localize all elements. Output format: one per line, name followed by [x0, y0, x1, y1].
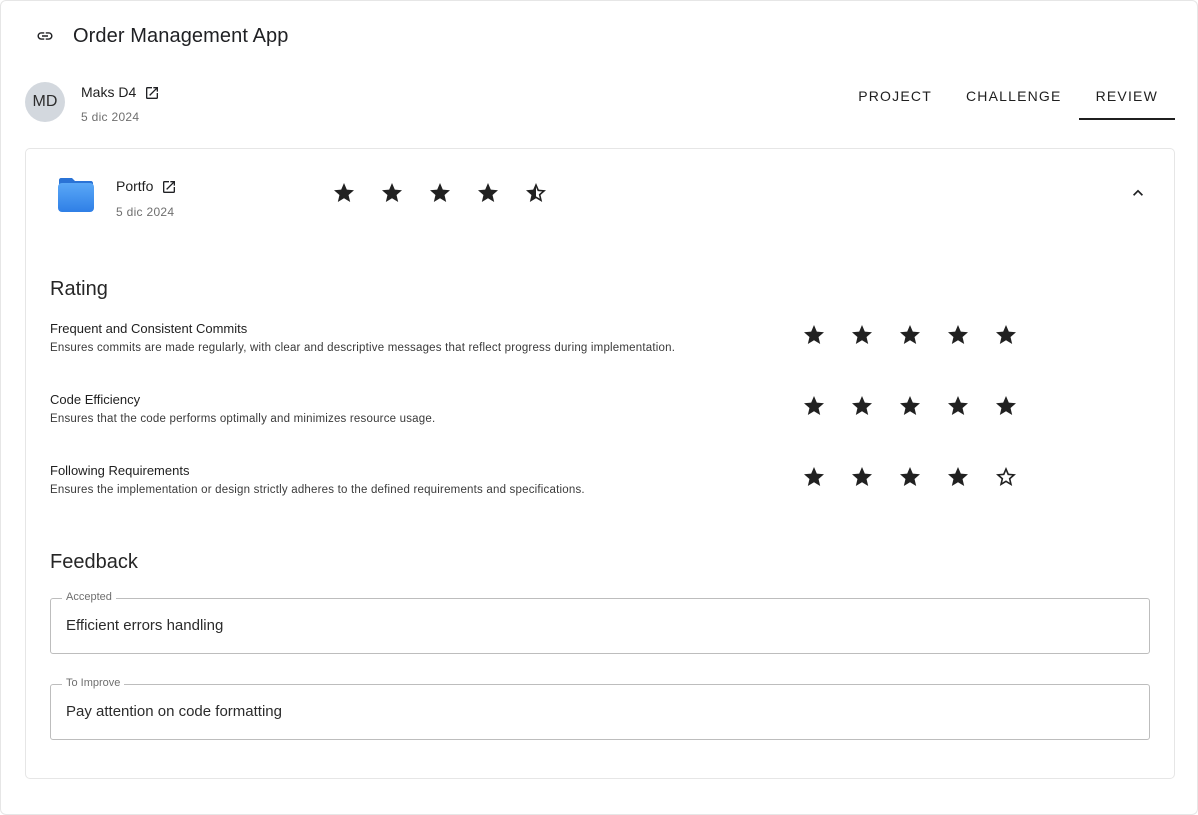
criterion-stars	[802, 394, 1042, 418]
star-full-icon[interactable]	[898, 465, 922, 489]
criterion-description: Ensures that the code performs optimally and minimizes resource usage.	[50, 413, 436, 425]
accepted-label: Accepted	[62, 591, 116, 603]
star-half-icon[interactable]	[524, 181, 548, 205]
star-outline-icon[interactable]	[994, 465, 1018, 489]
star-full-icon[interactable]	[898, 394, 922, 418]
to-improve-field[interactable]	[50, 677, 1150, 740]
tab-bar	[841, 74, 1175, 120]
star-full-icon[interactable]	[802, 323, 826, 347]
star-full-icon[interactable]	[850, 394, 874, 418]
to-improve-value: Pay attention on code formatting	[66, 703, 282, 720]
to-improve-label: To Improve	[62, 677, 124, 689]
star-full-icon[interactable]	[994, 323, 1018, 347]
project-info	[116, 178, 177, 219]
feedback-title: Feedback	[50, 551, 138, 573]
criterion-stars	[802, 323, 1042, 347]
criterion-description: Ensures the implementation or design strictly adheres to the defined requirements and specifications.	[50, 484, 585, 496]
star-full-icon[interactable]	[898, 323, 922, 347]
criterion-title: Following Requirements	[50, 463, 190, 478]
link-icon[interactable]	[36, 27, 54, 45]
star-full-icon[interactable]	[428, 181, 452, 205]
author-date: 5 dic 2024	[81, 110, 140, 124]
star-full-icon[interactable]	[946, 394, 970, 418]
overall-rating	[332, 181, 572, 205]
avatar: MD	[25, 82, 65, 122]
page-title: Order Management App	[73, 24, 289, 47]
author-name: Maks D4	[81, 84, 137, 100]
open-in-new-icon[interactable]	[161, 178, 177, 194]
author-info	[25, 82, 160, 124]
project-name: Portfo	[116, 178, 154, 194]
criterion-row	[50, 463, 1150, 496]
star-full-icon[interactable]	[946, 323, 970, 347]
criterion-description: Ensures commits are made regularly, with clear and descriptive messages that reflect progress during implementation.	[50, 342, 676, 354]
star-full-icon[interactable]	[946, 465, 970, 489]
star-full-icon[interactable]	[850, 323, 874, 347]
star-full-icon[interactable]	[802, 394, 826, 418]
accepted-field[interactable]	[50, 591, 1150, 654]
criterion-title: Code Efficiency	[50, 392, 141, 407]
rating-title: Rating	[50, 278, 108, 300]
criterion-title: Frequent and Consistent Commits	[50, 321, 248, 336]
criterion-row	[50, 392, 1150, 425]
tab-project[interactable]: PROJECT	[858, 88, 932, 104]
star-full-icon[interactable]	[476, 181, 500, 205]
star-full-icon[interactable]	[332, 181, 356, 205]
tab-review[interactable]: REVIEW	[1079, 74, 1175, 120]
folder-icon	[56, 175, 96, 215]
header	[36, 24, 288, 48]
star-full-icon[interactable]	[802, 465, 826, 489]
open-in-new-icon[interactable]	[144, 84, 160, 100]
star-full-icon[interactable]	[850, 465, 874, 489]
accepted-value: Efficient errors handling	[66, 617, 224, 634]
chevron-up-icon[interactable]	[1128, 183, 1148, 203]
star-full-icon[interactable]	[994, 394, 1018, 418]
criterion-stars	[802, 465, 1042, 489]
project-date: 5 dic 2024	[116, 205, 175, 219]
review-card	[25, 148, 1175, 779]
tab-challenge[interactable]: CHALLENGE	[965, 88, 1062, 104]
star-full-icon[interactable]	[380, 181, 404, 205]
criterion-row	[50, 321, 1150, 354]
